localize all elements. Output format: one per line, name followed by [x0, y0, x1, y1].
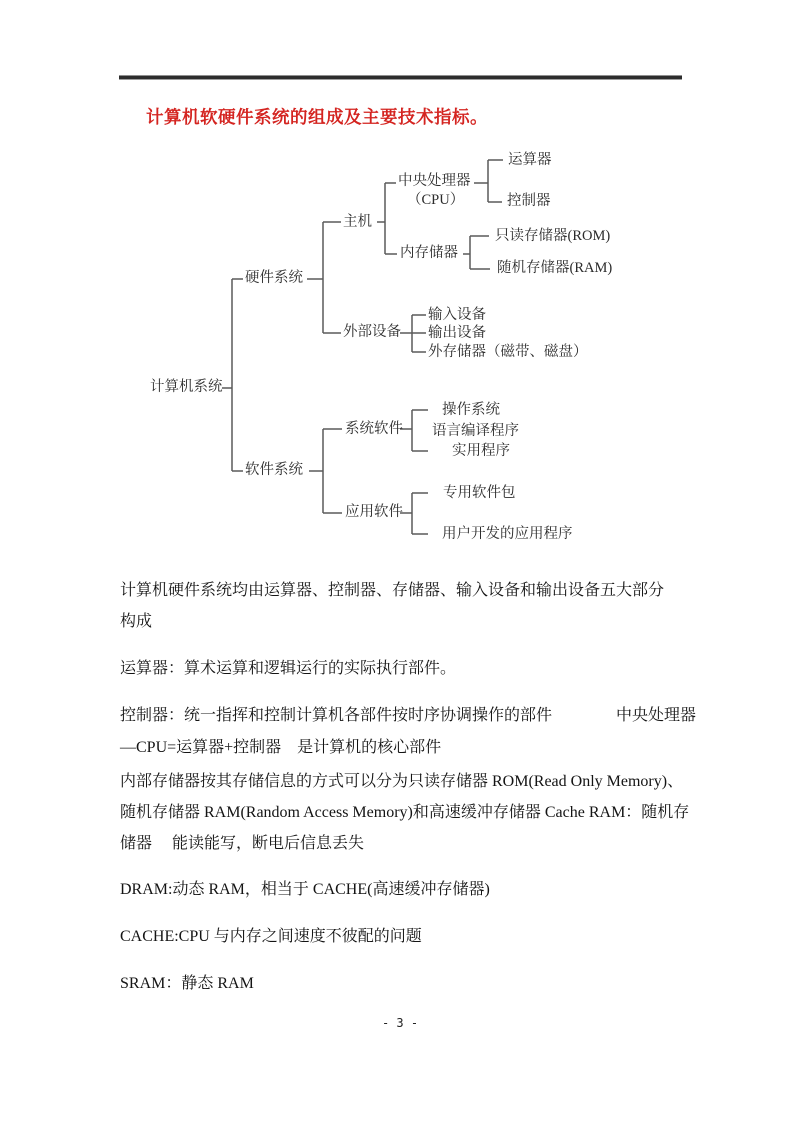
body-line-3: 运算器：算术运算和逻辑运行的实际执行部件。: [120, 660, 457, 677]
node-internal-memory: 内存储器: [400, 245, 458, 261]
node-external-storage: 外存储器（磁带、磁盘）: [428, 344, 588, 360]
node-system-software: 系统软件: [345, 421, 403, 437]
node-host: 主机: [343, 214, 372, 230]
node-ram: 随机存储器(RAM): [497, 260, 613, 276]
node-output-device: 输出设备: [428, 325, 486, 341]
node-controller: 控制器: [507, 193, 551, 209]
node-computer-system: 计算机系统: [150, 379, 223, 395]
body-line-11: SRAM：静态 RAM: [120, 975, 254, 992]
body-line-6: 内部存储器按其存储信息的方式可以分为只读存储器 ROM(Read Only Memory)、: [120, 773, 684, 790]
page-number: - 3 -: [381, 1016, 419, 1030]
node-input-device: 输入设备: [428, 307, 486, 323]
body-line-2: 构成: [120, 613, 153, 630]
node-software-package: 专用软件包: [443, 485, 516, 501]
node-cpu-abbr: （CPU）: [407, 192, 465, 208]
node-hardware-system: 硬件系统: [245, 270, 303, 286]
body-line-9: DRAM:动态 RAM，相当于 CACHE(高速缓冲存储器): [120, 881, 490, 898]
node-application-software: 应用软件: [345, 504, 403, 520]
body-line-7: 随机存储器 RAM(Random Access Memory)和高速缓冲存储器 Cache RAM：随机存: [120, 804, 690, 821]
node-peripheral: 外部设备: [343, 324, 401, 340]
node-compiler: 语言编译程序: [432, 423, 519, 439]
section-heading: 计算机软硬件系统的组成及主要技术指标。: [146, 107, 488, 127]
body-line-5: —CPU=运算器+控制器 是计算机的核心部件: [120, 739, 442, 756]
node-alu: 运算器: [508, 152, 552, 168]
node-cpu-title: 中央处理器: [398, 173, 471, 189]
node-user-app: 用户开发的应用程序: [442, 526, 573, 542]
body-line-8: 储器 能读能写，断电后信息丢失: [120, 835, 365, 852]
node-rom: 只读存储器(ROM): [495, 228, 611, 244]
body-line-1: 计算机硬件系统均由运算器、控制器、存储器、输入设备和输出设备五大部分: [120, 582, 665, 599]
body-line-4: 控制器：统一指挥和控制计算机各部件按时序协调操作的部件 中央处理器: [120, 707, 697, 724]
body-line-10: CACHE:CPU 与内存之间速度不彼配的问题: [120, 928, 422, 945]
node-utility: 实用程序: [452, 443, 510, 459]
node-os: 操作系统: [442, 402, 500, 418]
node-software-system: 软件系统: [245, 462, 303, 478]
